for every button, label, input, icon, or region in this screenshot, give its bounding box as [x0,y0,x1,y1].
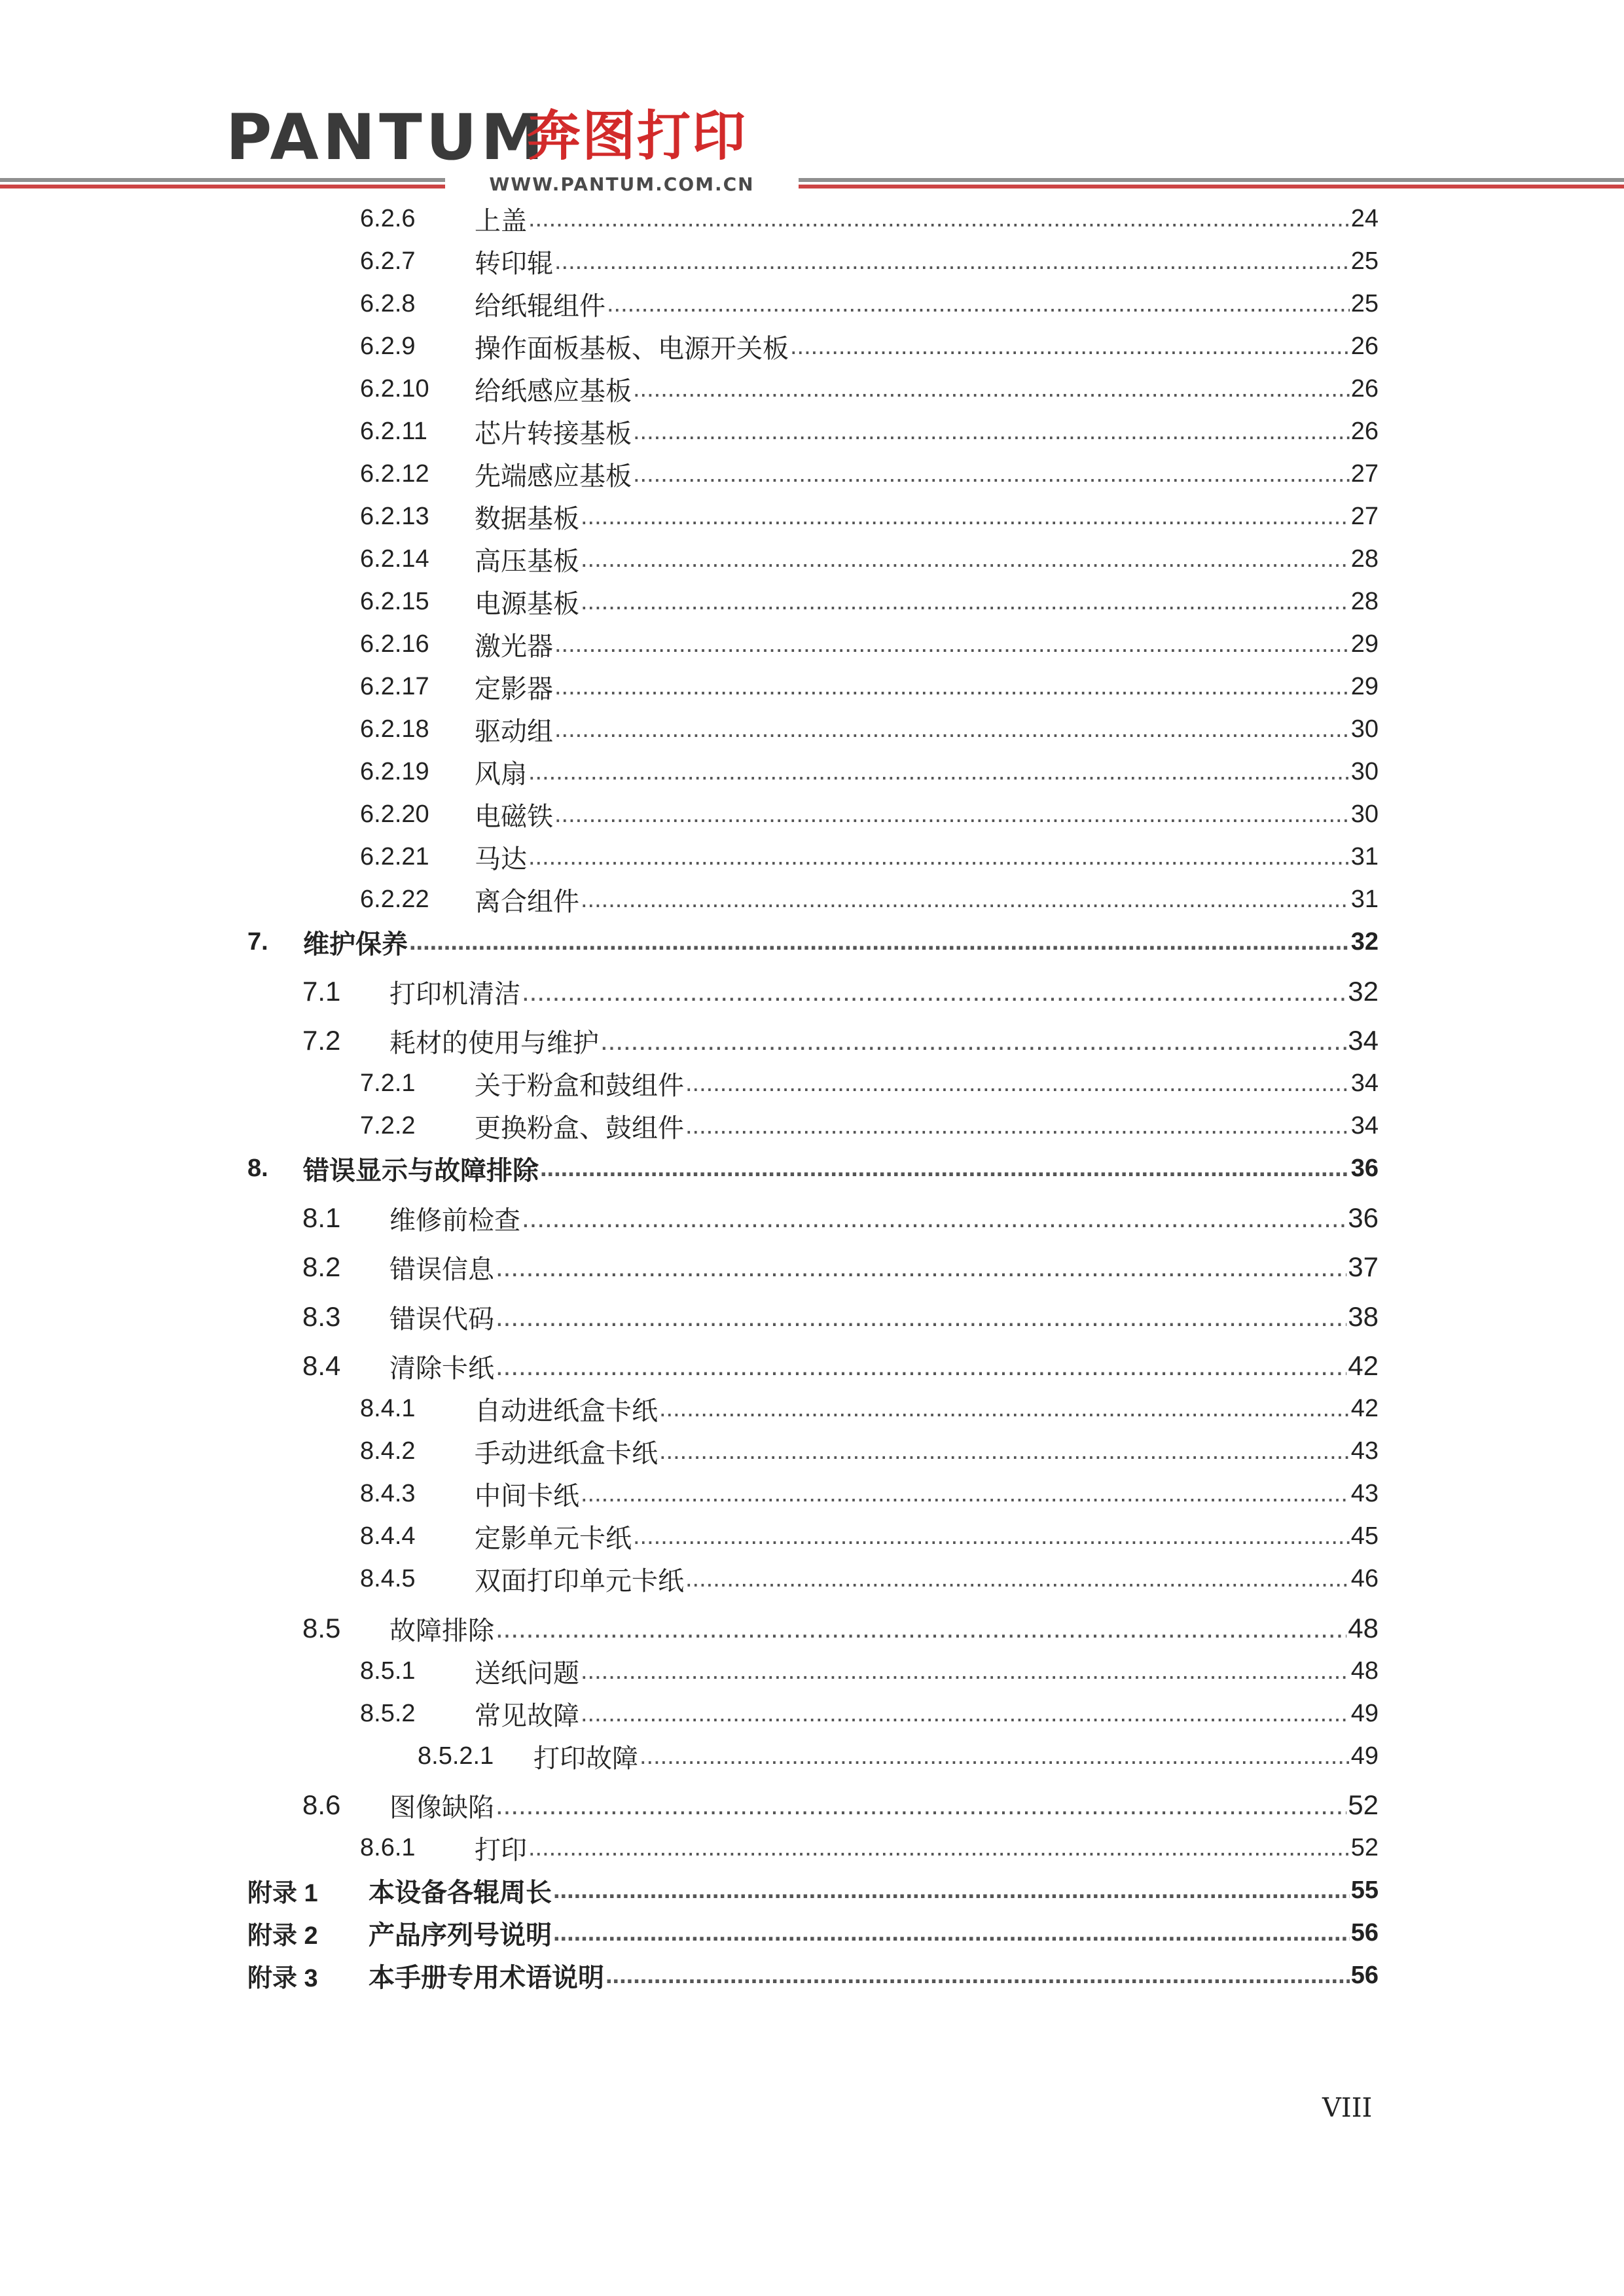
page-number: VIII [1322,2093,1373,2123]
toc-page-number: 49 [1350,1699,1379,1727]
toc-title: 给纸辊组件 [475,291,605,320]
toc-leader-dots [605,1962,1350,1990]
toc-number: 6.2.11 [360,417,427,445]
toc-leader-dots [554,247,1350,276]
toc-leader-dots [600,1025,1346,1056]
toc-entry[interactable] [360,1109,1379,1142]
toc-leader-dots [581,545,1350,573]
toc-leader-dots [496,1251,1346,1283]
toc-entry[interactable] [302,975,1379,1008]
toc-page-number: 29 [1350,630,1379,658]
toc-number: 8.3 [302,1301,341,1332]
toc-page-number: 52 [1350,1833,1379,1861]
toc-entry[interactable] [360,1067,1379,1100]
toc-number: 6.2.19 [360,757,429,785]
toc-title: 打印机清洁 [389,978,520,1008]
toc-leader-dots [528,1834,1350,1862]
toc-page-number: 55 [1350,1876,1379,1904]
toc-title: 错误显示与故障排除 [303,1155,539,1185]
toc-entry[interactable] [418,1740,1379,1772]
toc-number: 7. [247,927,268,956]
toc-number: 8.4.3 [360,1479,416,1507]
toc-title: 错误信息 [389,1254,494,1283]
toc-page-number: 31 [1350,842,1379,870]
toc-entry[interactable] [247,925,1379,958]
toc-leader-dots [528,205,1350,233]
toc-number: 6.2.17 [360,672,429,700]
toc-leader-dots [581,1657,1350,1685]
toc-number: 8.6.1 [360,1833,416,1861]
toc-page-number: 31 [1350,885,1379,913]
toc-page-number: 28 [1350,545,1379,573]
toc-number: 6.2.22 [360,885,429,913]
toc-page-number: 56 [1350,1918,1379,1946]
toc-title: 本设备各辊周长 [369,1877,552,1907]
toc-entry[interactable] [247,1874,1379,1907]
toc-number: 8.5.1 [360,1657,416,1685]
toc-entry[interactable] [360,330,1379,363]
toc-title: 高压基板 [475,546,579,575]
toc-entry[interactable] [360,1392,1379,1425]
toc-page-number: 45 [1350,1522,1379,1550]
toc-title: 离合组件 [475,886,579,916]
toc-leader-dots [581,588,1350,616]
toc-page-number: 30 [1350,800,1379,828]
toc-page-number: 30 [1350,757,1379,785]
header-rule-left-grey [0,178,445,182]
toc-page-number: 37 [1348,1251,1379,1282]
toc-title: 打印 [475,1835,527,1864]
toc-entry[interactable] [360,245,1379,278]
toc-leader-dots [496,1301,1346,1333]
toc-page-number: 27 [1350,459,1379,488]
toc-number: 8.4.2 [360,1437,416,1465]
toc-number: 6.2.21 [360,842,429,870]
toc-title: 自动进纸盒卡纸 [475,1395,658,1425]
toc-number: 7.2.1 [360,1069,416,1097]
toc-entry[interactable] [360,1520,1379,1552]
toc-number: 8.4.4 [360,1522,416,1550]
toc-number: 8.4.5 [360,1564,416,1592]
toc-title: 维护保养 [303,929,408,958]
toc-leader-dots [554,800,1350,829]
toc-title: 更换粉盒、鼓组件 [475,1113,684,1142]
toc-page-number: 48 [1348,1613,1379,1643]
toc-title: 手动进纸盒卡纸 [475,1438,658,1467]
toc-page-number: 46 [1350,1564,1379,1592]
toc-entry[interactable] [302,1300,1379,1333]
pantum-logo-chinese: 奔图打印 [527,105,748,168]
toc-title: 双面打印单元卡纸 [475,1566,684,1595]
toc-number: 6.2.18 [360,715,429,743]
toc-page-number: 25 [1350,247,1379,275]
toc-entry[interactable] [302,1251,1379,1283]
toc-entry[interactable] [360,798,1379,831]
toc-title: 产品序列号说明 [369,1920,552,1949]
toc-leader-dots [640,1742,1350,1770]
toc-leader-dots [581,1480,1350,1508]
toc-page-number: 26 [1350,332,1379,360]
toc-page-number: 43 [1350,1437,1379,1465]
toc-page-number: 56 [1350,1961,1379,1989]
toc-leader-dots [528,843,1350,871]
toc-number: 附录 2 [247,1922,318,1949]
toc-number: 6.2.12 [360,459,429,488]
toc-title: 图像缺陷 [389,1792,494,1821]
toc-number: 7.2 [302,1025,341,1056]
toc-entry[interactable] [360,202,1379,235]
toc-leader-dots [522,976,1346,1007]
toc-title: 清除卡纸 [389,1353,494,1382]
toc-entry[interactable] [360,1697,1379,1730]
toc-number: 附录 1 [247,1879,318,1907]
toc-page-number: 27 [1350,502,1379,530]
toc-page-number: 24 [1350,204,1379,232]
toc-page-number: 52 [1348,1789,1379,1820]
toc-leader-dots [540,1155,1350,1183]
toc-title: 维修前检查 [389,1205,520,1234]
toc-number: 6.2.16 [360,630,429,658]
toc-entry[interactable] [360,1831,1379,1864]
header-rule-right-grey [799,178,1624,182]
toc-title: 数据基板 [475,503,579,533]
toc-leader-dots [553,1876,1350,1905]
toc-entry[interactable] [360,755,1379,788]
toc-leader-dots [607,290,1350,318]
toc-entry[interactable] [360,500,1379,533]
toc-entry[interactable] [302,1202,1379,1234]
toc-entry[interactable] [360,585,1379,618]
toc-page-number: 36 [1350,1154,1379,1182]
toc-number: 8.4 [302,1350,341,1381]
toc-title: 上盖 [475,206,527,235]
toc-number: 8.5.2 [360,1699,416,1727]
toc-page-number: 34 [1350,1111,1379,1139]
toc-leader-dots [554,673,1350,701]
toc-number: 6.2.13 [360,502,429,530]
toc-entry[interactable] [247,1152,1379,1185]
toc-number: 7.2.2 [360,1111,416,1139]
toc-title: 中间卡纸 [475,1480,579,1510]
toc-entry[interactable] [360,372,1379,405]
toc-entry[interactable] [302,1612,1379,1645]
toc-entry[interactable] [302,1789,1379,1821]
toc-leader-dots [528,758,1350,786]
toc-entry[interactable] [360,628,1379,660]
toc-page-number: 34 [1348,1025,1379,1056]
toc-entry[interactable] [360,1655,1379,1687]
toc-page-number: 32 [1348,976,1379,1007]
toc-leader-dots [633,460,1350,488]
toc-leader-dots [553,1919,1350,1947]
toc-leader-dots [790,332,1350,361]
toc-entry[interactable] [360,840,1379,873]
toc-number: 6.2.15 [360,587,429,615]
toc-leader-dots [554,630,1350,658]
toc-page-number: 25 [1350,289,1379,317]
toc-number: 附录 3 [247,1964,318,1992]
toc-leader-dots [685,1112,1350,1140]
toc-number: 8. [247,1154,268,1182]
toc-page-number: 42 [1348,1350,1379,1381]
toc-number: 6.2.9 [360,332,416,360]
toc-leader-dots [685,1069,1350,1098]
toc-page-number: 38 [1348,1301,1379,1332]
toc-title: 送纸问题 [475,1658,579,1687]
page-header [0,0,1624,196]
toc-leader-dots [581,886,1350,914]
toc-title: 给纸感应基板 [475,376,632,405]
toc-leader-dots [633,1522,1350,1551]
toc-number: 8.1 [302,1202,341,1233]
toc-entry[interactable] [360,713,1379,745]
pantum-logo: PANTUM [226,101,548,174]
website-url: WWW.PANTUM.COM.CN [489,173,755,195]
toc-leader-dots [496,1350,1346,1382]
toc-number: 6.2.7 [360,247,416,275]
toc-entry[interactable] [360,670,1379,703]
toc-page-number: 26 [1350,417,1379,445]
toc-title: 关于粉盒和鼓组件 [475,1070,684,1100]
toc-entry[interactable] [360,287,1379,320]
toc-leader-dots [633,418,1350,446]
toc-leader-dots [496,1789,1346,1821]
toc-entry[interactable] [360,883,1379,916]
toc-leader-dots [554,715,1350,744]
toc-page-number: 43 [1350,1479,1379,1507]
toc-number: 8.2 [302,1251,341,1282]
toc-leader-dots [496,1613,1346,1644]
toc-leader-dots [633,375,1350,403]
toc-entry[interactable] [247,1959,1379,1992]
toc-entry[interactable] [360,1435,1379,1467]
toc-title: 激光器 [475,631,553,660]
toc-page-number: 32 [1350,927,1379,956]
toc-title: 定影单元卡纸 [475,1523,632,1552]
toc-entry[interactable] [247,1916,1379,1949]
toc-title: 打印故障 [533,1743,638,1772]
toc-leader-dots [659,1395,1350,1423]
toc-title: 驱动组 [475,716,553,745]
toc-title: 电磁铁 [475,801,553,831]
toc-title: 先端感应基板 [475,461,632,490]
toc-page-number: 48 [1350,1657,1379,1685]
toc-number: 8.6 [302,1789,341,1820]
toc-number: 8.5.2.1 [418,1742,494,1770]
toc-title: 故障排除 [389,1615,494,1645]
toc-entry[interactable] [302,1024,1379,1057]
toc-number: 6.2.20 [360,800,429,828]
toc-title: 常见故障 [475,1700,579,1730]
toc-title: 风扇 [475,759,527,788]
toc-entry[interactable] [360,457,1379,490]
toc-title: 耗材的使用与维护 [389,1028,599,1057]
toc-title: 转印辊 [475,248,553,278]
toc-number: 6.2.14 [360,545,429,573]
toc-page-number: 28 [1350,587,1379,615]
toc-title: 操作面板基板、电源开关板 [475,333,789,363]
header-rule-right-red [799,185,1624,188]
toc-number: 6.2.10 [360,374,429,403]
toc-entry[interactable] [360,1477,1379,1510]
toc-number: 8.4.1 [360,1394,416,1422]
header-rule-left-red [0,185,445,188]
toc-number: 7.1 [302,976,341,1007]
toc-entry[interactable] [360,415,1379,448]
toc-page-number: 36 [1348,1202,1379,1233]
toc-title: 马达 [475,844,527,873]
toc-leader-dots [522,1202,1346,1234]
toc-page-number: 49 [1350,1742,1379,1770]
toc-page-number: 34 [1350,1069,1379,1097]
toc-leader-dots [685,1565,1350,1593]
toc-title: 本手册专用术语说明 [369,1962,604,1992]
toc-title: 芯片转接基板 [475,418,632,448]
toc-entry[interactable] [302,1350,1379,1382]
toc-page-number: 26 [1350,374,1379,403]
toc-page-number: 29 [1350,672,1379,700]
toc-leader-dots [659,1437,1350,1465]
toc-leader-dots [409,928,1350,956]
toc-number: 8.5 [302,1613,341,1643]
toc-page-number: 30 [1350,715,1379,743]
toc-leader-dots [581,503,1350,531]
toc-title: 电源基板 [475,588,579,618]
toc-entry[interactable] [360,1562,1379,1595]
toc-number: 6.2.6 [360,204,416,232]
toc-title: 错误代码 [389,1304,494,1333]
toc-page-number: 42 [1350,1394,1379,1422]
toc-title: 定影器 [475,673,553,703]
toc-leader-dots [581,1700,1350,1728]
toc-entry[interactable] [360,543,1379,575]
toc-number: 6.2.8 [360,289,416,317]
